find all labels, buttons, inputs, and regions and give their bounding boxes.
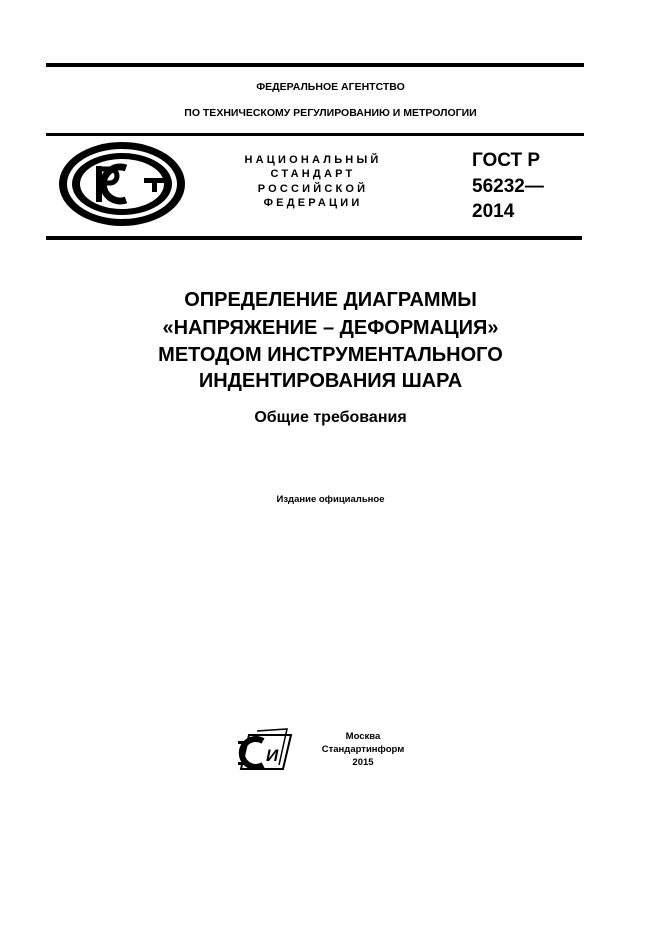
national-standard-line-1: НАЦИОНАЛЬНЫЙ bbox=[244, 154, 382, 166]
standard-block-rule bbox=[46, 236, 582, 240]
gost-year: 2014 bbox=[472, 201, 515, 222]
publisher-city: Москва bbox=[345, 731, 381, 742]
national-standard-line-3: РОССИЙСКОЙ bbox=[257, 183, 369, 195]
document-title-line-4: ИНДЕНТИРОВАНИЯ ШАРА bbox=[198, 370, 463, 392]
agency-line-2: ПО ТЕХНИЧЕСКОМУ РЕГУЛИРОВАНИЮ И МЕТРОЛОГИИ bbox=[184, 107, 477, 119]
edition-label: Издание официальное bbox=[276, 494, 385, 505]
document-title-line-3: МЕТОДОМ ИНСТРУМЕНТАЛЬНОГО bbox=[158, 344, 503, 366]
gost-designation-line-1: ГОСТ Р bbox=[472, 150, 541, 171]
document-title-line-2: «НАПРЯЖЕНИЕ – ДЕФОРМАЦИЯ» bbox=[162, 317, 499, 339]
national-standard-line-4: ФЕДЕРАЦИИ bbox=[263, 197, 363, 209]
publisher-year: 2015 bbox=[352, 757, 374, 768]
publisher-name: Стандартинформ bbox=[321, 744, 405, 755]
national-standard-line-2: СТАНДАРТ bbox=[270, 168, 356, 180]
gost-r-logo-icon bbox=[56, 140, 188, 228]
document-title-line-1: ОПРЕДЕЛЕНИЕ ДИАГРАММЫ bbox=[184, 289, 477, 311]
header-rule bbox=[46, 133, 584, 136]
gost-number: 56232— bbox=[472, 176, 544, 197]
document-subtitle: Общие требования bbox=[254, 409, 407, 426]
publisher-logo-text: И bbox=[266, 746, 279, 765]
standartinform-logo-icon bbox=[235, 727, 293, 773]
top-rule bbox=[46, 63, 584, 67]
agency-line-1: ФЕДЕРАЛЬНОЕ АГЕНТСТВО bbox=[256, 81, 405, 93]
